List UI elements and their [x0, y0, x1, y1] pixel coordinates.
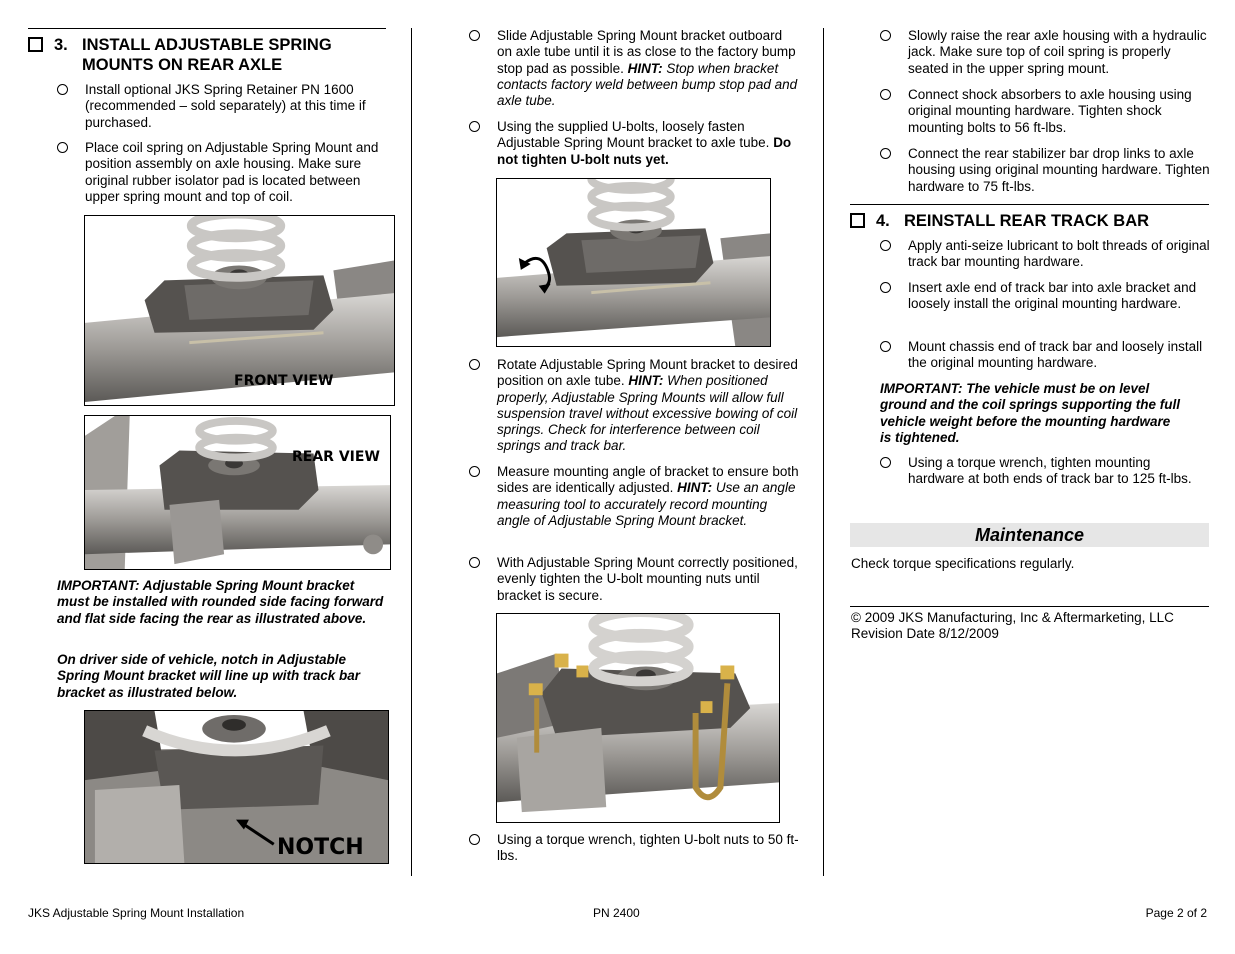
ubolt-illustration — [497, 614, 779, 822]
hint-label: HINT: — [677, 480, 713, 496]
list-item — [57, 140, 382, 205]
footer-page-number: Page 2 of 2 — [1145, 906, 1207, 920]
list-item — [880, 455, 1210, 488]
step-text: Place coil spring on Adjustable Spring Mount and position assembly on axle housing. Make sure original rubber isolator pad is located between upper spring mount and top of coil. — [85, 140, 379, 204]
step-text: Insert axle end of track bar into axle bracket and loosely install the original mounting hardware. — [908, 280, 1197, 312]
step-text: Apply anti-seize lubricant to bolt threads of original track bar mounting hardware. — [908, 238, 1210, 270]
bullet-icon — [469, 466, 480, 477]
copyright: © 2009 JKS Manufacturing, Inc & Aftermarketing, LLC — [851, 610, 1174, 625]
list-item — [880, 28, 1210, 77]
rear-view-figure — [84, 415, 391, 570]
step-text: Using a torque wrench, tighten U-bolt nuts to 50 ft-lbs. — [497, 832, 799, 864]
step-warning: Do not tighten U-bolt nuts yet. — [497, 135, 792, 167]
footer-title: JKS Adjustable Spring Mount Installation — [28, 906, 245, 920]
rear-view-illustration — [85, 416, 390, 569]
step-text: Connect shock absorbers to axle housing using original mounting hardware. Tighten shock mounting bolts to 56 ft-lbs. — [908, 87, 1192, 135]
bullet-icon — [57, 142, 68, 153]
rotate-illustration — [497, 179, 770, 346]
bullet-icon — [880, 240, 891, 251]
section-4-header — [850, 204, 1209, 231]
figure-label: REAR VIEW — [292, 449, 380, 465]
list-item — [469, 357, 799, 455]
step-text: With Adjustable Spring Mount correctly positioned, evenly tighten the U-bolt mounting nuts until bracket is secure. — [497, 555, 798, 603]
step-text: Rotate Adjustable Spring Mount bracket to desired position on axle tube. — [497, 357, 798, 389]
list-item — [880, 146, 1210, 195]
figure-label: FRONT VIEW — [234, 373, 334, 389]
list-item — [880, 339, 1210, 372]
hint-label: HINT: — [628, 373, 664, 389]
step-text: Slide Adjustable Spring Mount bracket outboard on axle tube until it is as close to the factory bump stop pad as possible. — [497, 28, 796, 76]
bullet-icon — [880, 148, 891, 159]
section-number: 4. — [876, 212, 890, 230]
bullet-icon — [469, 359, 480, 370]
list-item — [880, 280, 1210, 313]
divider — [850, 606, 1209, 607]
step-text: Mount chassis end of track bar and loosely install the original mounting hardware. — [908, 339, 1203, 371]
bullet-icon — [880, 89, 891, 100]
step-text: Install optional JKS Spring Retainer PN 1600 (recommended – sold separately) at this time if purchased. — [85, 82, 366, 130]
step-text: Using the supplied U-bolts, loosely fasten Adjustable Spring Mount bracket to axle tube. — [497, 119, 770, 151]
hint-text: Use an angle measuring tool to accurately record mounting angle of Adjustable Spring Mount bracket. — [497, 480, 796, 528]
list-item — [57, 82, 382, 131]
section-title: INSTALL ADJUSTABLE SPRING MOUNTS ON REAR AXLE — [82, 36, 332, 74]
bullet-icon — [880, 457, 891, 468]
step-text: Measure mounting angle of bracket to ensure both sides are identically adjusted. — [497, 464, 799, 496]
hint-text: When positioned properly, Adjustable Spring Mounts will allow full suspension travel without excessive bowing of coil springs. Check for interference between coil springs and track bar. — [497, 373, 798, 454]
important-note: IMPORTANT: The vehicle must be on level ground and the coil springs supporting the full vehicle weight before the mounting hardware is tightened. — [880, 381, 1180, 445]
important-note: On driver side of vehicle, notch in Adjustable Spring Mount bracket will line up with track bar bracket as illustrated below. — [57, 652, 361, 700]
checkbox-icon — [28, 37, 43, 52]
step-text: Connect the rear stabilizer bar drop links to axle housing using original mounting hardware. Tighten hardware to 75 ft-lbs. — [908, 146, 1210, 194]
bullet-icon — [880, 30, 891, 41]
checkbox-icon — [850, 213, 865, 228]
step-text: Using a torque wrench, tighten mounting hardware at both ends of track bar to 125 ft-lbs. — [908, 455, 1192, 487]
list-item — [469, 464, 799, 529]
list-item — [469, 28, 799, 109]
hint-label: HINT: — [627, 60, 663, 76]
rotate-figure — [496, 178, 771, 347]
front-view-figure — [84, 215, 395, 406]
step-text: Slowly raise the rear axle housing with a hydraulic jack. Make sure top of coil spring is properly seated in the upper spring mount. — [908, 28, 1207, 76]
section-3-header — [28, 28, 386, 75]
revision-date: Revision Date 8/12/2009 — [851, 626, 999, 641]
bullet-icon — [880, 341, 891, 352]
bullet-icon — [469, 834, 480, 845]
list-item — [469, 119, 799, 168]
important-note: IMPORTANT: Adjustable Spring Mount bracket must be installed with rounded side facing forward and flat side facing the rear as illustrated above. — [57, 578, 384, 626]
ubolt-figure — [496, 613, 780, 823]
hint-text: Stop when bracket contacts factory weld between bump stop pad and axle tube. — [497, 60, 798, 109]
list-item — [469, 832, 799, 865]
column-divider — [823, 28, 824, 876]
bullet-icon — [469, 121, 480, 132]
footer-part-number: PN 2400 — [593, 906, 640, 920]
section-title: REINSTALL REAR TRACK BAR — [904, 212, 1150, 230]
bullet-icon — [880, 282, 891, 293]
list-item — [469, 555, 799, 604]
column-divider — [411, 28, 412, 876]
maintenance-text: Check torque specifications regularly. — [851, 556, 1075, 571]
bullet-icon — [469, 30, 480, 41]
notch-figure — [84, 710, 389, 864]
bullet-icon — [469, 557, 480, 568]
maintenance-heading: Maintenance — [850, 523, 1209, 547]
section-number: 3. — [54, 36, 68, 54]
figure-label: NOTCH — [277, 835, 364, 860]
bullet-icon — [57, 84, 68, 95]
list-item — [880, 238, 1210, 271]
list-item — [880, 87, 1210, 136]
